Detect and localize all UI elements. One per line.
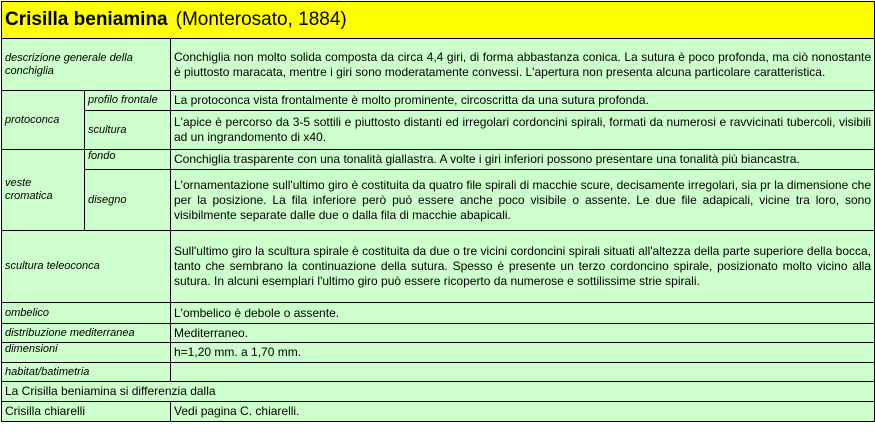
descrizione-row bbox=[2, 39, 875, 91]
protoconca-scultura-label: scultura bbox=[85, 111, 171, 150]
protoconca-profilo-row bbox=[2, 91, 875, 111]
habitat-row bbox=[2, 363, 875, 382]
disegno-label: disegno bbox=[85, 170, 171, 231]
protoconca-scultura-row bbox=[2, 111, 875, 150]
distribuzione-row bbox=[2, 324, 875, 343]
scultura-teleoconca-row bbox=[2, 231, 875, 303]
fondo-text: Conchiglia trasparente con una tonalità giallastra. A volte i giri inferiori possono presentare una tonalità più biancastra. bbox=[171, 150, 875, 170]
dimensioni-row bbox=[2, 343, 875, 363]
veste-cromatica-label: veste cromatica bbox=[2, 150, 85, 231]
fondo-label: fondo bbox=[85, 150, 171, 170]
chiarelli-row bbox=[2, 402, 875, 422]
veste-fondo-row bbox=[2, 150, 875, 170]
dimensioni-text: h=1,20 mm. a 1,70 mm. bbox=[171, 343, 875, 363]
ombelico-label: ombelico bbox=[2, 303, 171, 324]
differenza-text: La Crisilla beniamina si differenzia dalla bbox=[2, 382, 875, 402]
ombelico-row bbox=[2, 303, 875, 324]
profilo-frontale-text: La protoconca vista frontalmente è molto prominente, circoscritta da una sutura profonda. bbox=[171, 91, 875, 111]
species-author: (Monterosato, 1884) bbox=[175, 8, 347, 30]
differenza-row bbox=[2, 382, 875, 402]
habitat-text bbox=[171, 363, 875, 382]
protoconca-label: protoconca bbox=[2, 91, 85, 150]
scultura-teleoconca-text: Sull'ultimo giro la scultura spirale è costituita da due o tre vicini cordoncini spirali situati all'altezza della parte superiore della bocca, tanto che sembrano la continuazione della sutura. Spesso è presente un terzo cordoncino spirale, posizionato molto vicino alla sutura. In alcuni esemplari l'ultimo giro può essere ricoperto da numerose e sottilissime strie spirali. bbox=[171, 231, 875, 303]
chiarelli-text: Vedi pagina C. chiarelli. bbox=[171, 402, 875, 422]
disegno-text: L'ornamentazione sull'ultimo giro è costituita da quatro file spirali di macchie scure, decisamente irregolari, sia pr la dimensione che per la posizione. La fila inferiore però può essere anche poco visibile o assente. Le due file adapicali, vicine tra loro, sono visibilmente separate dalle due o dalla fila di macchie abapicali. bbox=[171, 170, 875, 231]
distribuzione-label: distribuzione mediterranea bbox=[2, 324, 171, 343]
descrizione-text: Conchiglia non molto solida composta da circa 4,4 giri, di forma abbastanza conica. La sutura è poco profonda, ma ciò nonostante è piuttosto maracata, mentre i giri sono moderatamente convessi. L'apertura non presenta alcuna particolare caratteristica. bbox=[171, 39, 875, 91]
ombelico-text: L'ombelico è debole o assente. bbox=[171, 303, 875, 324]
dimensioni-label: dimensioni bbox=[2, 343, 171, 363]
habitat-label: habitat/batimetria bbox=[2, 363, 171, 382]
descrizione-label: descrizione generale della conchiglia bbox=[2, 39, 171, 91]
species-sheet-table bbox=[1, 1, 875, 422]
protoconca-scultura-text: L'apice è percorso da 3-5 sottili e piuttosto distanti ed irregolari cordoncini spirali, formati da numerosi e ravvicinati tubercoli, visibili ad un ingrandomento di x40. bbox=[171, 111, 875, 150]
species-title bbox=[2, 2, 875, 39]
title-row bbox=[2, 2, 875, 39]
species-name: Crisilla beniamina bbox=[5, 8, 168, 30]
profilo-frontale-label: profilo frontale bbox=[85, 91, 171, 111]
scultura-teleoconca-label: scultura teleoconca bbox=[2, 231, 171, 303]
veste-disegno-row bbox=[2, 170, 875, 231]
distribuzione-text: Mediterraneo. bbox=[171, 324, 875, 343]
chiarelli-label: Crisilla chiarelli bbox=[2, 402, 171, 422]
